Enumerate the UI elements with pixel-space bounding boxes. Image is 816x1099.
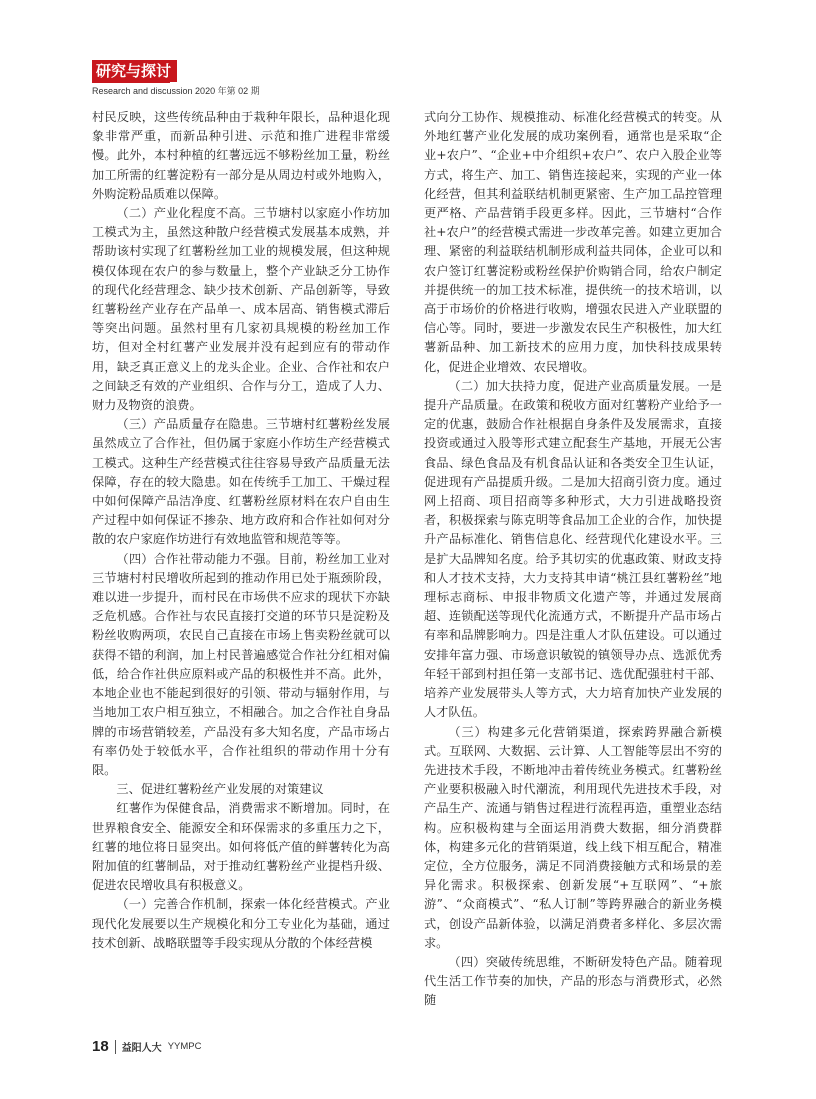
paragraph: （一）完善合作机制，探索一体化经营模式。产业现代化发展要以生产规模化和分工专业化为基础，通过技术创新、战略联盟等手段实现从分散的个体经营模	[92, 897, 390, 950]
paragraph: （三）构建多元化营销渠道，探索跨界融合新模式。互联网、大数据、云计算、人工智能等层出不穷的先进技术手段，不断地冲击着传统业务模式。红薯粉丝产业要积极融入时代潮流，利用现代先进技术手段，对产品生产、流通与销售过程进行流程再造，重塑业态结构。应积极构建与全面运用消费大数据，细分消费群体，构建多元化的营销渠道，线上线下相互配合，精准定位，全方位服务，满足不同消费接触方式和场景的差异化需求。积极探索、创新发展“+互联网”、“+旅游”、“众商模式”、“私人订制”等跨界融合的新业务模式，创设产品新体验，以满足消费者多样化、多层次需求。	[424, 724, 722, 950]
section-header	[92, 60, 177, 82]
header-divider	[92, 82, 170, 83]
footer-divider	[115, 1040, 116, 1054]
issue-subtitle: Research and discussion 2020 年第 02 期	[92, 86, 260, 96]
paragraph: 村民反映，这些传统品种由于栽种年限长，品种退化现象非常严重，而新品种引进、示范和推广进程非常缓慢。此外，本村种植的红薯远远不够粉丝加工量，粉丝加工所需的红薯淀粉有一部分是从周边村或外地购入，外购淀粉品质难以保障。	[92, 110, 390, 201]
right-column	[424, 108, 722, 1011]
left-column	[92, 108, 390, 953]
magazine-name: 益阳人大	[121, 1043, 162, 1054]
paragraph: （二）加大扶持力度，促进产业高质量发展。一是提升产品质量。在政策和税收方面对红薯粉产业给予一定的优惠，鼓励合作社根据自身条件及发展需求，直接投资或通过入股等形式建立配套生产基地，开展无公害食品、绿色食品及有机食品认证和各类安全卫生认证，促进现有产品提质升级。二是加大招商引资力度。通过网上招商、项目招商等多种形式，大力引进战略投资者，积极探索与陈克明等食品加工企业的合作，加快提升产品标准化、销售信息化、经营现代化建设水平。三是扩大品牌知名度。给予其切实的优惠政策、财政支持和人才技术支持，大力支持其申请“桃江县红薯粉丝”地理标志商标、申报非物质文化遗产等，并通过发展商超、连锁配送等现代化流通方式，不断提升产品市场占有率和品牌影响力。四是注重人才队伍建设。可以通过安排年富力强、市场意识敏锐的镇领导办点、选派优秀年轻干部到村担任第一支部书记、选优配强驻村干部、培养产业发展带头人等方式，大力培育加快产业发展的人才队伍。	[424, 378, 722, 720]
paragraph: （四）突破传统思维，不断研发特色产品。随着现代生活工作节奏的加快，产品的形态与消费形式，必然随	[424, 954, 722, 1008]
paragraph: （三）产品质量存在隐患。三节塘村红薯粉丝发展虽然成立了合作社，但仍属于家庭小作坊生产经营模式工模式。这种生产经营模式往往容易导致产品质量无法保障，存在的较大隐患。如在传统手工加工、干燥过程中如何保障产品洁净度、红薯粉丝原材料在农户自由生产过程中如何保证不掺杂、地方政府和合作社如何对分散的农户家庭作坊进行有效地监管和规范等等。	[92, 417, 390, 547]
page-footer	[92, 1038, 201, 1055]
section-title: 研究与探讨	[92, 60, 177, 82]
paragraph: （二）产业化程度不高。三节塘村以家庭小作坊加工模式为主，虽然这种散户经营模式发展基本成熟，并帮助该村实现了红薯粉丝加工业的规模发展，但这种规模仅体现在农户的参与数量上，整个产业缺乏分工协作的现代化经营理念、缺少技术创新、产品创新等，导致红薯粉丝产业存在产品单一、成本居高、销售模式滞后等突出问题。虽然村里有几家初具规模的粉丝加工作坊，但对全村红薯产业发展并没有起到应有的带动作用，缺乏真正意义上的龙头企业。企业、合作社和农户之间缺乏有效的产业组织、合作与分工，造成了人力、财力及物资的浪费。	[92, 206, 390, 413]
section-heading: 三、促进红薯粉丝产业发展的对策建议	[116, 782, 324, 797]
page-number: 18	[92, 1038, 109, 1055]
paragraph: 红薯作为保健食品，消费需求不断增加。同时，在世界粮食安全、能源安全和环保需求的多重压力之下，红薯的地位将日显突出。如何将低产值的鲜薯转化为高附加值的红薯制品，对于推动红薯粉丝产业提档升级、促进农民增收具有积极意义。	[92, 801, 390, 893]
magazine-abbr: YYMPC	[167, 1041, 202, 1052]
paragraph: 式向分工协作、规模推动、标准化经营模式的转变。从外地红薯产业化发展的成功案例看，通常也是采取“企业+农户”、“企业+中介组织+农户”、农户入股企业等方式，将生产、加工、销售连接起来，实现的产业一体化经营，但其利益联结机制更紧密、生产加工品控管理更严格、产品营销手段更多样。因此，三节塘村“合作社+农户”的经营模式需进一步改革完善。如建立更加合理、紧密的利益联结机制形成利益共同体，企业可以和农户签订红薯淀粉或粉丝保护价购销合同，给农户制定并提供统一的加工技术标准，提供统一的技术培训，以高于市场价的价格进行收购，增强农民进入产业联盟的信心等。同时，要进一步激发农民生产积极性，加大红薯新品种、加工新技术的应用力度，加快科技成果转化，促进企业增效、农民增收。	[424, 110, 722, 374]
paragraph: （四）合作社带动能力不强。目前，粉丝加工业对三节塘村村民增收所起到的推动作用已处于瓶颈阶段，难以进一步提升，而村民在市场供不应求的现状下亦缺乏危机感。合作社与农民直接打交道的环节只是淀粉及粉丝收购两项，农民自己直接在市场上售卖粉丝就可以获得不错的利润，加上村民普遍感觉合作社分红相对偏低，给合作社供应原料或产品的积极性并不高。此外，本地企业也不能起到很好的引领、带动与辐射作用，与当地加工农户相互独立，不相融合。加之合作社自身品牌的市场营销较差，产品没有多大知名度，产品市场占有率仍处于较低水平，合作社组织的带动作用十分有限。	[92, 551, 390, 777]
